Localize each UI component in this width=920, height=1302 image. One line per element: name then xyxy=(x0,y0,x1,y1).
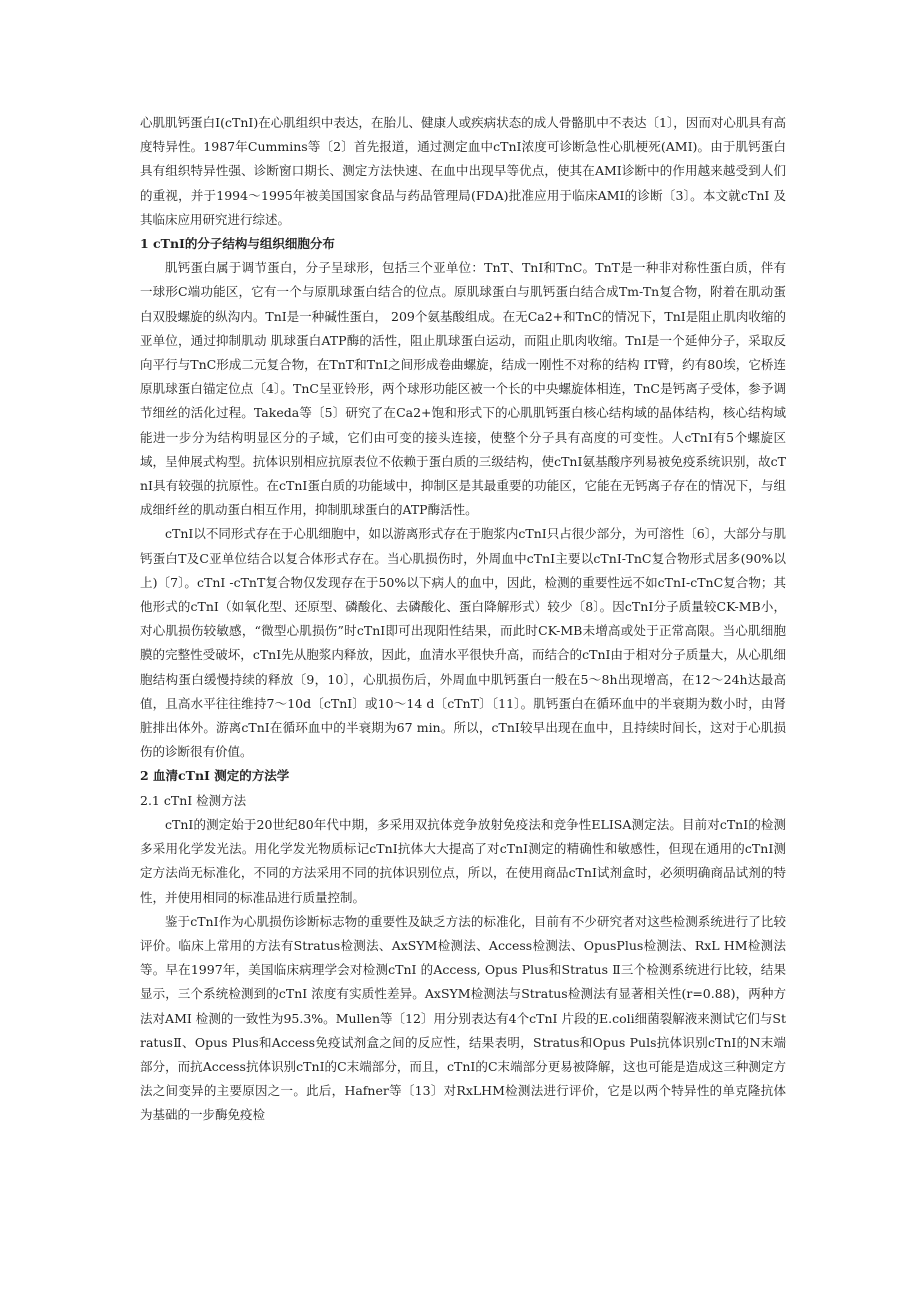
section-2-paragraph-2: 鉴于cTnI作为心肌损伤诊断标志物的重要性及缺乏方法的标准化，目前有不少研究者对这些检测系统进行了比较评价。临床上常用的方法有Stratus检测法、AxSYM检测法、Access检测法、OpusPlus检测法、RxL HM检测法等。早在1997年，美国临床病理学会对检测cTnI 的Access, Opus Plus和Stratus Ⅱ三个检测系统进行比较，结果显示，三个系统检测到的cTnI 浓度有实质性差异。AxSYM检测法与Stratus检测法有显著相关性(r=0.88)，两种方法对AMI 检测的一致性为95.3%。Mullen等〔12〕用分别表达有4个cTnI 片段的E.coli细菌裂解液来测试它们与StratusⅡ、Opus Plus和Access免疫试剂盒之间的反应性，结果表明，Stratus和Opus Puls抗体识别cTnI的N末端部分，而抗Access抗体识别cTnI的C末端部分，而且，cTnI的C末端部分更易被降解，这也可能是造成这三种测定方法之间变异的主要原因之一。此后，Hafner等〔13〕对RxLHM检测法进行评价，它是以两个特异性的单克隆抗体为基础的一步酶免疫检 xyxy=(140,913,786,1123)
intro-paragraph: 心肌肌钙蛋白Ⅰ(cTnI)在心肌组织中表达，在胎儿、健康人或疾病状态的成人骨骼肌中不表达〔1〕，因而对心肌具有高度特异性。1987年Cummins等〔2〕首先报道，通过测定血中cTnI浓度可诊断急性心肌梗死(AMI)。由于肌钙蛋白具有组织特异性强、诊断窗口期长、测定方法快速、在血中出现早等优点，使其在AMI诊断中的作用越来越受到人们的重视，并于1994～1995年被美国国家食品与药品管理局(FDA)批准应用于临床AMI的诊断〔3〕。本文就cTnI 及其临床应用研究进行综述。 xyxy=(140,115,786,227)
section-2-heading: 2 血清cTnI 测定的方法学 xyxy=(140,768,290,784)
section-1-paragraph-2: cTnI以不同形式存在于心肌细胞中，如以游离形式存在于胞浆内cTnI只占很少部分，为可溶性〔6〕，大部分与肌钙蛋白T及C亚单位结合以复合体形式存在。当心肌损伤时，外周血中cTnI主要以cTnI-TnC复合物形式居多(90%以上)〔7〕。cTnI -cTnT复合物仅发现存在于50%以下病人的血中，因此，检测的重要性远不如cTnI-cTnC复合物；其他形式的cTnI（如氧化型、还原型、磷酸化、去磷酸化、蛋白降解形式）较少〔8〕。因cTnI分子质量较CK-MB小，对心肌损伤较敏感，“微型心肌损伤”时cTnI即可出现阳性结果，而此时CK-MB未增高或处于正常高限。当心肌细胞膜的完整性受破坏，cTnI先从胞浆内释放，因此，血清水平很快升高，而结合的cTnI由于相对分子质量大，从心肌细胞结构蛋白缓慢持续的释放〔9，10〕，心肌损伤后，外周血中肌钙蛋白一般在5～8h出现增高，在12～24h达最高值，且高水平往往维持7～10d〔cTnI〕或10～14 d〔cTnT〕〔11〕。肌钙蛋白在循环血中的半衰期为数小时，由肾脏排出体外。游离cTnI在循环血中的半衰期为67 min。所以，cTnI较早出现在血中，且持续时间长，这对于心肌损伤的诊断很有价值。 xyxy=(140,526,786,760)
section-2-1-heading: 2.1 cTnI 检测方法 xyxy=(140,792,247,808)
section-1-paragraph-1: 肌钙蛋白属于调节蛋白，分子呈球形，包括三个亚单位：TnT、TnI和TnC。TnT是一种非对称性蛋白质，伴有一球形C端功能区，它有一个与原肌球蛋白结合的位点。原肌球蛋白与肌钙蛋白结合成Tm-Tn复合物，附着在肌动蛋白双股螺旋的纵沟内。TnI是一种碱性蛋白， 209个氨基酸组成。在无Ca2+和TnC的情况下，TnI是阻止肌肉收缩的亚单位，通过抑制肌动 肌球蛋白ATP酶的活性，阻止肌球蛋白运动，而阻止肌肉收缩。TnI是一个延伸分子，采取反向平行与TnC形成二元复合物，在TnT和TnI之间形成卷曲螺旋，结成一刚性不对称的结构 IT臂，约有80埃，它桥连原肌球蛋白锚定位点〔4〕。TnC呈亚铃形，两个球形功能区被一个长的中央螺旋体相连，TnC是钙离子受体，参予调节细丝的活化过程。Takeda等〔5〕研究了在Ca2+饱和形式下的心肌肌钙蛋白核心结构域的晶体结构，核心结构域能进一步分为结构明显区分的子域，它们由可变的接头连接，使整个分子具有高度的可变性。人cTnI有5个螺旋区域，呈伸展式构型。抗体识别相应抗原表位不依赖于蛋白质的三级结构，使cTnI氨基酸序列易被免疫系统识别，故cTnI具有较强的抗原性。在cTnI蛋白质的功能域中，抑制区是其最重要的功能区，它能在无钙离子存在的情况下，与组成细纤丝的肌动蛋白相互作用，抑制肌球蛋白的ATP酶活性。 xyxy=(140,260,786,518)
section-1-heading: 1 cTnI的分子结构与组织细胞分布 xyxy=(140,236,335,252)
article-body xyxy=(140,111,786,1128)
section-2-paragraph-1: cTnI的测定始于20世纪80年代中期，多采用双抗体竞争放射免疫法和竞争性ELISA测定法。目前对cTnI的检测多采用化学发光法。用化学发光物质标记cTnI抗体大大提高了对cTnI测定的精确性和敏感性，但现在通用的cTnI测定方法尚无标准化，不同的方法采用不同的抗体识别位点，所以，在使用商品cTnI试剂盒时，必须明确商品试剂的特性，并使用相同的标准品进行质量控制。 xyxy=(140,816,786,905)
